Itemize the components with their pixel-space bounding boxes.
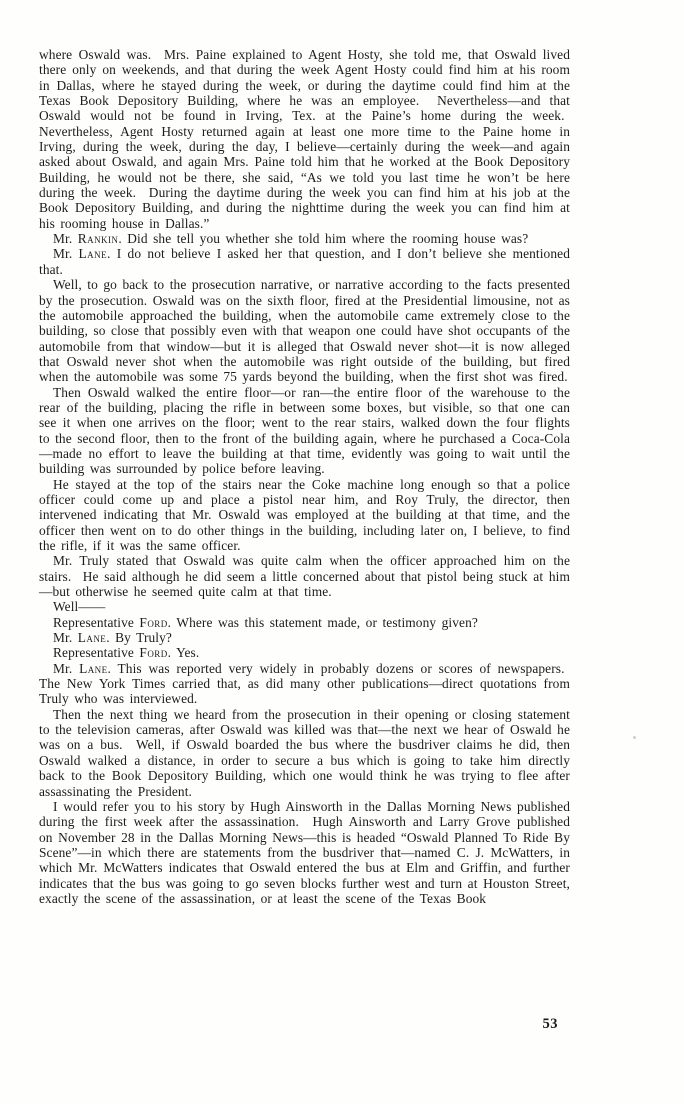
text-segment: Well, to go back to the prosecution narrative, or narrative according to the facts presented by the prosecution. Oswald was on the sixth floor, fired at the Presidential limousine, not as the automobile approached the building, when the automobile came extremely close to the building, so close that possibly even with that weapon one could have shot occupants of the automobile from that window—but it is alleged that Oswald never shot—it is now alleged that Oswald never shot when the automobile was right outside of the building, but fired when the automobile was some 75 yards beyond the building, when the first shot was fired. — [39, 277, 570, 385]
text-segment: . I do not believe I asked her that question, and I don’t believe she mentioned that. — [39, 246, 570, 277]
paragraph — [39, 553, 570, 599]
speaker-name: Ford — [139, 645, 168, 661]
text-segment: Mr. — [53, 246, 79, 262]
speaker-name: Lane — [78, 246, 108, 262]
paragraph — [39, 645, 570, 660]
text-segment: . By Truly? — [106, 630, 172, 646]
paragraph — [39, 707, 570, 799]
paragraph — [39, 246, 570, 277]
paragraph — [39, 477, 570, 554]
speaker-name: Rankin — [77, 231, 119, 247]
paragraph — [39, 661, 570, 707]
page-number: 53 — [542, 1016, 558, 1032]
text-segment: Mr. — [53, 660, 80, 676]
text-segment: Well—— — [53, 599, 106, 615]
text-segment: Then the next thing we heard from the prosecution in their opening or closing statement to the television cameras, after Oswald was killed was that—the next we hear of Oswald he was on a bus. Well, if Oswald boarded the bus where the busdriver claims he did, then Oswald walked a distance, in order to secure a bus which is going to take him directly back to the Book Depository Building, which one would think he was trying to flee after assassinating the President. — [39, 706, 570, 799]
paragraph — [39, 277, 570, 384]
text-segment: Mr. — [53, 231, 78, 247]
paragraph — [39, 47, 570, 231]
text-segment: . This was reported very widely in probably dozens or scores of newspapers. The New York Times carried that, as did many other publications—direct quotations from Truly who was interviewed. — [39, 660, 570, 707]
speaker-name: Ford — [139, 614, 168, 630]
paragraph — [39, 385, 570, 477]
text-segment: where Oswald was. Mrs. Paine explained to Agent Hosty, she told me, that Oswald lived there only on weekends, and that during the week Agent Hosty could find him at his room in Dallas, where he stayed during the week, or during the daytime could find him at the Texas Book Depository Building, where he was an employee. Nevertheless—and that Oswald would not be found in Irving, Tex. at the Paine’s home during the week. Nevertheless, Agent Hosty returned again at least one more time to the Paine home in Irving, during the week, during the day, I believe—certainly during the week—and again asked about Oswald, and again Mrs. Paine told him that he worked at the Book Depository Building, he would not be there, she said, “As we told you last time he won’t be here during the week. During the daytime during the week you can find him at his job at the Book Depository Building, and during the nighttime during the week you can find him at his rooming house in Dallas.” — [39, 47, 570, 231]
speaker-name: Lane — [77, 630, 107, 646]
text-segment: . Yes. — [167, 645, 200, 661]
paragraph — [39, 630, 570, 645]
text-segment: Then Oswald walked the entire floor—or ran—the entire floor of the warehouse to the rear of the building, placing the rifle in between some boxes, but visible, so that one can see it when one arrives on the floor; went to the rear stairs, walked down the four flights to the second floor, then to the front of the building again, where he purchased a Coca-Cola—made no effort to leave the building at that time, evidently was going to wait until the building was surrounded by police before leaving. — [39, 384, 570, 477]
text-segment: Representative — [53, 645, 140, 661]
text-segment: . Where was this statement made, or testimony given? — [167, 614, 478, 630]
paragraph — [39, 231, 570, 246]
scan-speck — [633, 736, 636, 739]
text-segment: He stayed at the top of the stairs near the Coke machine long enough so that a police officer could come up and place a pistol near him, and Roy Truly, the director, then intervened indicating that Mr. Oswald was employed at the building at that time, and the officer then went on to do other things in the building, including later on, I believe, to find the rifle, if it was the same officer. — [39, 476, 570, 553]
text-segment: Mr. Truly stated that Oswald was quite calm when the officer approached him on the stairs. He said although he did seem a little concerned about that pistol being stuck at him—but otherwise he seemed quite calm at that time. — [39, 553, 570, 600]
text-segment: Mr. — [53, 630, 78, 646]
paragraph — [39, 615, 570, 630]
paragraph — [39, 599, 570, 614]
text-segment: I would refer you to his story by Hugh Ainsworth in the Dallas Morning News published during the first week after the assassination. Hugh Ainsworth and Larry Grove published on November 28 in the Dallas Morning News—this is headed “Oswald Planned To Ride By Scene”—in which there are statements from the busdriver that—named C. J. McWatters, in which Mr. McWatters indicates that Oswald entered the bus at Elm and Griffin, and further indicates that the bus was going to go seven blocks further west and turn at Houston Street, exactly the scene of the assassination, or at least the scene of the Texas Book — [39, 798, 570, 906]
paragraph — [39, 799, 570, 906]
text-block — [39, 47, 570, 906]
speaker-name: Lane — [79, 660, 108, 676]
text-segment: . Did she tell you whether she told him where the rooming house was? — [118, 231, 529, 247]
text-segment: Representative — [53, 614, 140, 630]
